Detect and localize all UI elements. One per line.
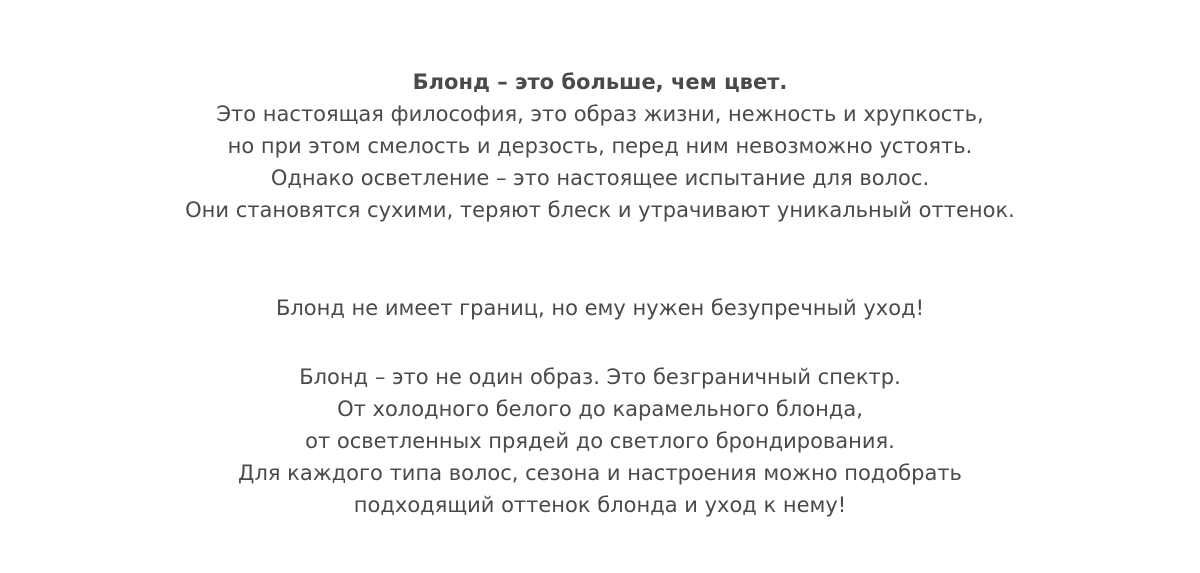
spectrum-line: От холодного белого до карамельного блонда, <box>337 397 863 421</box>
spectrum-paragraph <box>0 361 1200 521</box>
tagline-text: Блонд не имеет границ, но ему нужен безупречный уход! <box>275 296 925 320</box>
intro-line: но при этом смелость и дерзость, перед ним невозможно устоять. <box>227 134 973 158</box>
spectrum-line: от осветленных прядей до светлого брондирования. <box>305 429 895 453</box>
intro-paragraph <box>0 66 1200 226</box>
tagline-paragraph <box>0 292 1200 324</box>
spectrum-line: Блонд – это не один образ. Это безграничный спектр. <box>299 365 901 389</box>
spectrum-line: подходящий оттенок блонда и уход к нему! <box>353 493 847 517</box>
spectrum-line: Для каждого типа волос, сезона и настроения можно подобрать <box>238 461 962 485</box>
intro-line: Однако осветление – это настоящее испытание для волос. <box>270 166 930 190</box>
intro-title: Блонд – это больше, чем цвет. <box>412 70 788 94</box>
intro-line: Они становятся сухими, теряют блеск и утрачивают уникальный оттенок. <box>185 198 1015 222</box>
intro-line: Это настоящая философия, это образ жизни, нежность и хрупкость, <box>216 102 984 126</box>
